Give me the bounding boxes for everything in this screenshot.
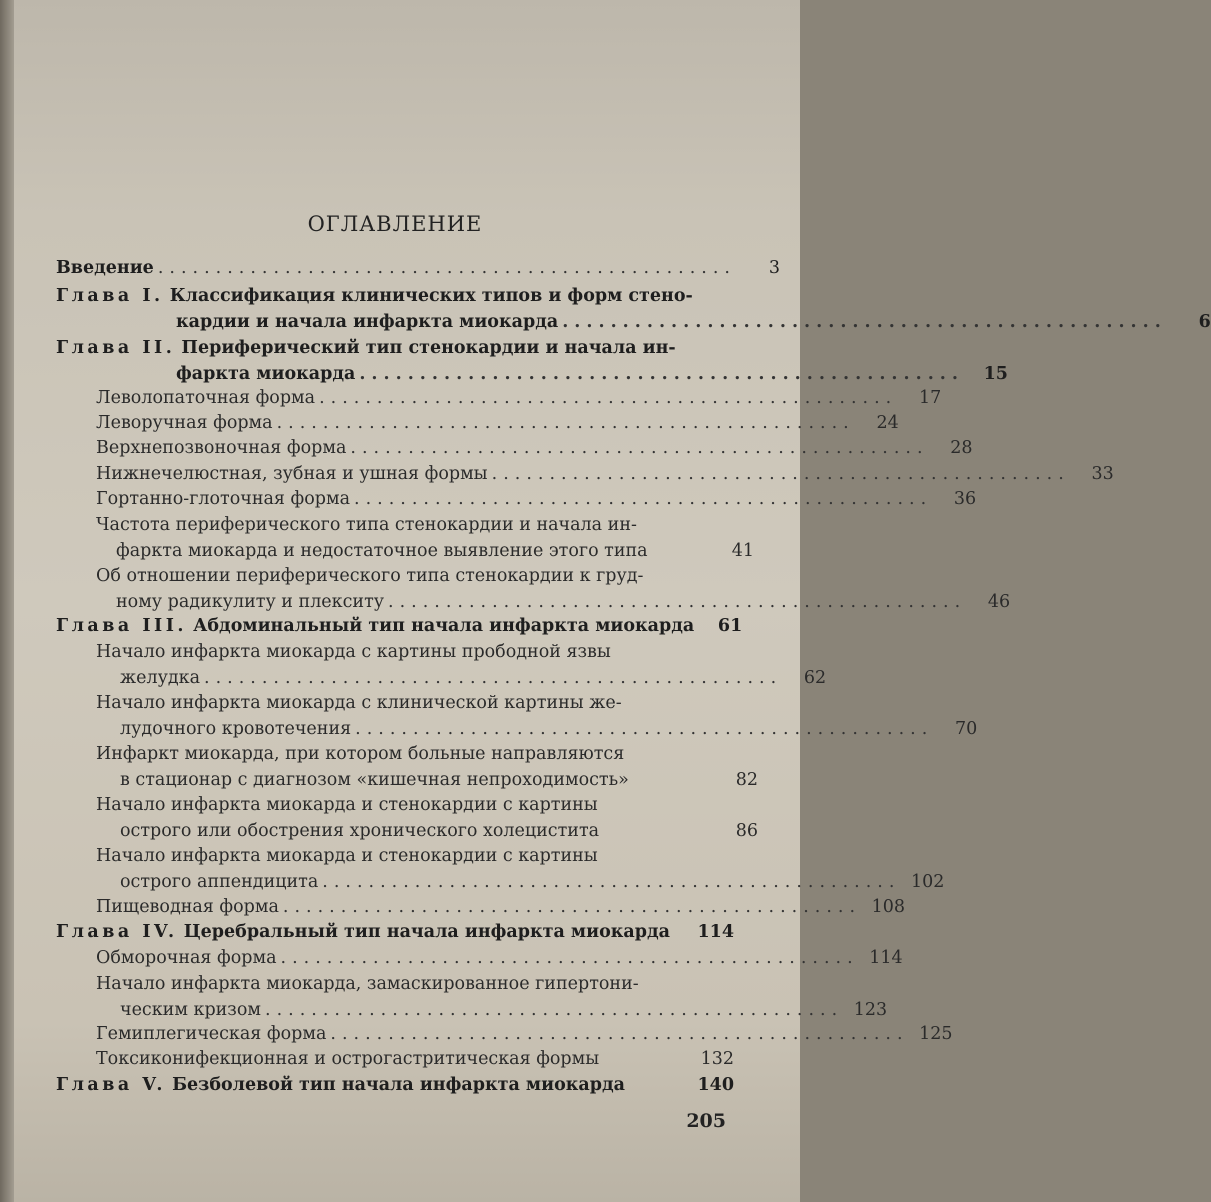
entry-page-number: 125 [919, 1024, 953, 1044]
entry-title: Леворучная форма [96, 413, 273, 433]
entry-page-number: 61 [717, 616, 743, 636]
entry-title: Пищеводная форма [96, 897, 279, 917]
entry-page-number: 36 [953, 489, 977, 509]
chapter-label: Глава II. [56, 338, 176, 358]
toc-entry-chapter-1: Глава I. Классификация клинических типов и форм стено- кардии и начала инфаркта миокарда .................................................. 6 [56, 284, 734, 335]
entry-title: Верхнепозвоночная форма [96, 438, 347, 458]
entry-title-line-1: Начало инфаркта миокарда, замаскированное гипертони- [96, 974, 639, 994]
entry-page-number: 82 [735, 769, 758, 790]
entry-title-line-1: Начало инфаркта миокарда и стенокардии с картины [96, 795, 598, 815]
entry-title-line-2: острого аппендицита [120, 871, 319, 892]
toc-entry-perforated-ulcer: Начало инфаркта миокарда с картины прободной язвы желудка .................................................. 62 [96, 640, 734, 691]
entry-title-line-1: Начало инфаркта миокарда с картины прободной язвы [96, 642, 611, 662]
entry-title: Гортанно-глоточная форма [96, 489, 351, 509]
entry-title-line-1: Инфаркт миокарда, при котором больные направляются [96, 744, 625, 764]
contents-heading: ОГЛАВЛЕНИЕ [307, 212, 483, 236]
entry-page-number: 62 [803, 667, 827, 688]
entry-page-number: 41 [731, 540, 754, 561]
folio-page-number: 205 [686, 1110, 726, 1132]
chapter-label: Глава I. [56, 286, 164, 306]
entry-title-line-2: лудочного кровотечения [120, 718, 352, 739]
toc-entry-jaw-dental-ear-forms: Нижнечелюстная, зубная и ушная формы .................................................. 33 [96, 462, 734, 488]
toc-entry-upper-spinal-form: Верхнепозвоночная форма .................................................. 28 [96, 436, 734, 462]
toc-entry-hypertensive-crisis: Начало инфаркта миокарда, замаскированное гипертони- ческим кризом .................................................. 123 [96, 972, 734, 1023]
entry-title-line-2: ческим кризом [120, 999, 261, 1020]
entry-title-line-2: кардии и начала инфаркта миокарда [176, 311, 559, 332]
entry-page-number: 132 [700, 1049, 734, 1069]
entry-title-line-2: в стационар с диагнозом «кишечная непроходимость» [120, 769, 629, 790]
toc-entry-frequency-peripheral-type [96, 513, 754, 564]
entry-title-line-1: Классификация клинических типов и форм стено- [169, 286, 693, 306]
entry-title-line-1: Об отношении периферического типа стенокардии к груд- [96, 566, 644, 586]
entry-page-number: 123 [853, 999, 888, 1020]
entry-page-number: 114 [869, 948, 903, 968]
entry-page-number: 3 [768, 258, 780, 278]
toc-entry-hemiplegic-form: Гемиплегическая форма .................................................. 125 [96, 1022, 734, 1048]
entry-title-line-2: желудка [120, 667, 201, 688]
entry-page-number: 33 [1091, 464, 1114, 484]
entry-title: Леволопаточная форма [96, 388, 316, 408]
toc-entry-intestinal-obstruction [96, 742, 758, 793]
entry-title: Гемиплегическая форма [96, 1024, 327, 1044]
entry-page-number: 108 [871, 897, 906, 917]
entry-title-line-1: Начало инфаркта миокарда с клинической картины же- [96, 693, 622, 713]
entry-title-line-2: ному радикулиту и плекситу [116, 591, 385, 612]
toc-entry-left-scapular-form: Леволопаточная форма .................................................. 17 [96, 386, 734, 412]
toc-entry-introduction: Введение .................................................. 3 [56, 256, 734, 282]
toc-entry-chapter-4 [56, 920, 734, 946]
entry-title: Церебральный тип начала инфаркта миокарда [183, 922, 670, 942]
entry-page-number: 24 [876, 413, 899, 433]
entry-page-number: 6 [1198, 311, 1211, 332]
entry-title: Токсиконифекционная и острогастритическая формы [96, 1049, 600, 1069]
entry-page-number: 15 [983, 363, 1008, 384]
entry-title-line-1: Начало инфаркта миокарда и стенокардии с картины [96, 846, 598, 866]
toc-entry-toxic-infectious-form [96, 1047, 734, 1073]
toc-entry-cholecystitis [96, 793, 758, 844]
entry-page-number: 140 [697, 1075, 734, 1095]
entry-title-line-2: острого или обострения хронического холецистита [120, 820, 600, 841]
page-gutter-shadow [0, 0, 14, 1202]
entry-title: Обморочная форма [96, 948, 277, 968]
entry-title: Введение [56, 258, 154, 278]
toc-entry-left-arm-form: Леворучная форма .................................................. 24 [96, 411, 734, 437]
entry-title-line-1: Периферический тип стенокардии и начала ин- [181, 338, 676, 358]
toc-entry-appendicitis: Начало инфаркта миокарда и стенокардии с картины острого аппендицита .................................................. 102 [96, 844, 734, 895]
toc-entry-radiculitis-plexitis: Об отношении периферического типа стенокардии к груд- ному радикулиту и плекситу .................................................. 46 [96, 564, 734, 615]
toc-entry-syncope-form: Обморочная форма .................................................. 114 [96, 946, 734, 972]
entry-title: Безболевой тип начала инфаркта миокарда [172, 1075, 625, 1095]
entry-title-line-2: фаркта миокарда [176, 363, 356, 384]
entry-title-line-1: Частота периферического типа стенокардии и начала ин- [96, 515, 637, 535]
chapter-label: Глава III. [56, 616, 188, 636]
entry-page-number: 114 [697, 922, 734, 942]
chapter-label: Глава V. [56, 1075, 166, 1095]
toc-entry-chapter-2: Глава II. Периферический тип стенокардии и начала ин- фаркта миокарда .................................................. 15 [56, 336, 734, 387]
entry-page-number: 17 [918, 388, 942, 408]
entry-title: Абдоминальный тип начала инфаркта миокарда [193, 616, 695, 636]
toc-entry-laryngo-pharyngeal-form: Гортанно-глоточная форма .................................................. 36 [96, 487, 734, 513]
toc-entry-chapter-5 [56, 1073, 734, 1099]
toc-entry-chapter-3 [56, 614, 743, 640]
entry-title: Нижнечелюстная, зубная и ушная формы [96, 464, 488, 484]
entry-page-number: 46 [987, 591, 1011, 612]
entry-title-line-2: фаркта миокарда и недостаточное выявление этого типа [116, 540, 648, 561]
chapter-label: Глава IV. [56, 922, 178, 942]
toc-entry-esophageal-form: Пищеводная форма .................................................. 108 [96, 895, 734, 921]
entry-page-number: 102 [911, 871, 945, 892]
entry-page-number: 86 [735, 820, 758, 841]
entry-page-number: 28 [950, 438, 973, 458]
toc-entry-gastric-bleeding: Начало инфаркта миокарда с клинической картины же- лудочного кровотечения .................................................. 70 [96, 691, 734, 742]
entry-page-number: 70 [955, 718, 978, 739]
